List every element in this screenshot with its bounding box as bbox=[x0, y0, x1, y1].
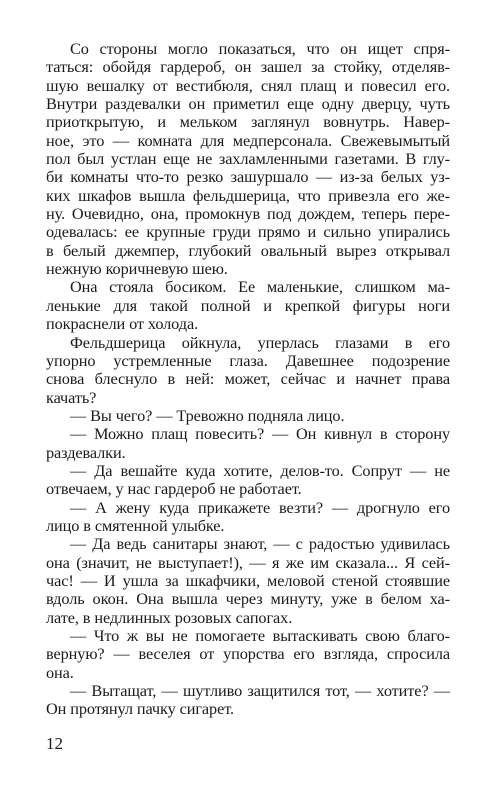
text-line: ну. Очевидно, она, промокнув под дождем, теперь пере- bbox=[46, 204, 450, 224]
page-number: 12 bbox=[46, 734, 63, 753]
text-line: Он протянул пачку сигарет. bbox=[46, 699, 234, 719]
text-line: ленькие для такой полной и крепкой фигуры ноги bbox=[46, 295, 450, 315]
text-line: — Что ж вы не помогаете вытаскивать свою благо- bbox=[70, 626, 450, 645]
text-line: таться: обойдя гардероб, он зашел за стойку, отделяв- bbox=[46, 57, 450, 77]
text-line: нежную коричневую шею. bbox=[46, 259, 228, 279]
text-line: Со стороны могло показаться, что он ищет спря- bbox=[70, 39, 450, 58]
text-line: пол был устлан еще не захламленными газетами. В глу- bbox=[46, 149, 450, 169]
text-line: час! — И ушла за шкафчики, меловой стеной стоявшие bbox=[46, 570, 450, 590]
text-line: одевалась: ее крупные груди прямо и сильно упирались bbox=[46, 222, 450, 242]
text-line: — Да ведь санитары знают, — с радостью удивилась bbox=[70, 534, 450, 554]
text-line: она. bbox=[46, 662, 74, 682]
text-line: — Можно плащ повесить? — Он кивнул в сторону bbox=[70, 424, 450, 444]
text-line: покраснели от холода. bbox=[46, 314, 199, 334]
text-line: лате, в недлинных розовых сапогах. bbox=[46, 607, 293, 627]
text-line: ких шкафов вышла фельдшерица, что привезла его же- bbox=[46, 185, 450, 205]
text-line: Внутри раздевалки он приметил еще одну дверцу, чуть bbox=[46, 94, 450, 114]
text-line: верную? — веселея от упорства его взгляда, спросила bbox=[46, 644, 450, 664]
body-text bbox=[46, 40, 450, 719]
text-line: она (значит, не выступает!), — я же им сказала... Я сей- bbox=[46, 552, 450, 572]
text-line: Она стояла босиком. Ее маленькие, слишком ма- bbox=[70, 277, 450, 297]
text-line: отвечаем, у нас гардероб не работает. bbox=[46, 479, 302, 499]
text-line: — Да вешайте куда хотите, делов-то. Сопрут — не bbox=[70, 460, 450, 480]
text-line: приоткрытую, и мельком заглянул вовнутрь. Навер- bbox=[46, 112, 450, 132]
text-line: лицо в смятенной улыбке. bbox=[46, 515, 225, 535]
text-line: снова блеснуло в ней: может, сейчас и начнет права bbox=[46, 369, 450, 389]
text-line: упорно устремленные глаза. Давешнее подозрение bbox=[46, 350, 450, 370]
text-line: ное, это — комната для медперсонала. Свежевымытый bbox=[46, 130, 450, 150]
text-line: раздевалки. bbox=[46, 442, 126, 462]
text-line: вдоль окон. Она вышла через минуту, уже в белом ха- bbox=[46, 589, 450, 609]
text-line: шую вешалку от вестибюля, снял плащ и повесил его. bbox=[46, 75, 450, 95]
text-line: — А жену куда прикажете везти? — дрогнуло его bbox=[70, 497, 450, 517]
text-line: качать? bbox=[46, 387, 97, 407]
text-line: Фельдшерица ойкнула, уперлась глазами в его bbox=[70, 332, 450, 352]
text-line: — Вытащат, — шутливо защитился тот, — хотите? — bbox=[70, 681, 450, 701]
text-line: — Вы чего? — Тревожно подняла лицо. bbox=[70, 405, 345, 425]
text-line: би комнаты что-то резко зашуршало — из-за белых уз- bbox=[46, 167, 450, 187]
text-line: в белый джемпер, глубокий овальный вырез открывал bbox=[46, 240, 450, 260]
